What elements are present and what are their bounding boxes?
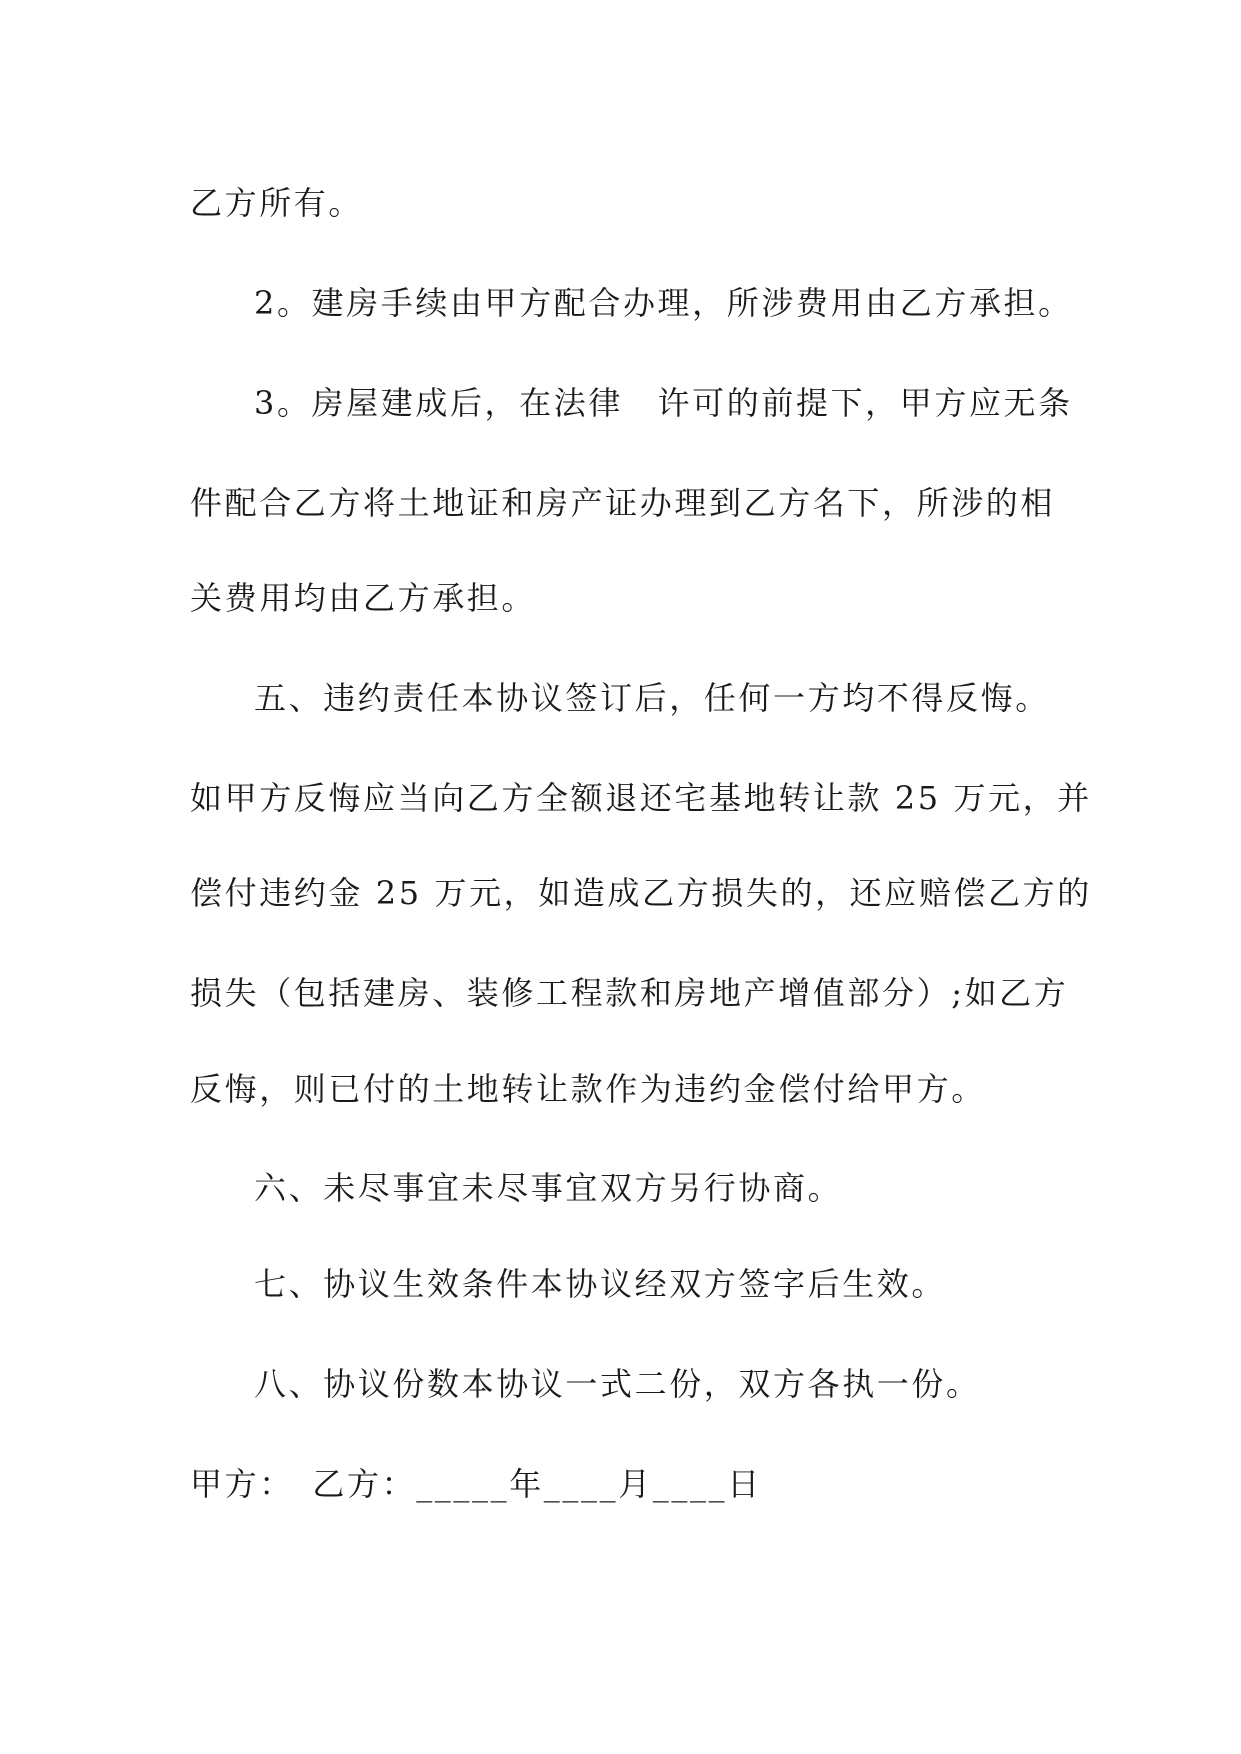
paragraph-line: 五、违约责任本协议签订后，任何一方均不得反悔。 [254, 679, 1050, 717]
paragraph-line: 反悔，则已付的土地转让款作为违约金偿付给甲方。 [190, 1070, 986, 1108]
signature-line: 甲方： 乙方：_____年____月____日 [190, 1465, 762, 1503]
paragraph-line: 件配合乙方将土地证和房产证办理到乙方名下，所涉的相 [190, 484, 1056, 522]
paragraph-line: 七、协议生效条件本协议经双方签字后生效。 [254, 1265, 947, 1303]
paragraph-line: 乙方所有。 [190, 184, 364, 222]
paragraph-line: 如甲方反悔应当向乙方全额退还宅基地转让款 25 万元，并 [190, 779, 1092, 817]
paragraph-line: 八、协议份数本协议一式二份，双方各执一份。 [254, 1365, 981, 1403]
paragraph-line: 六、未尽事宜未尽事宜双方另行协商。 [254, 1169, 843, 1207]
paragraph-line: 3。房屋建成后，在法律 许可的前提下，甲方应无条 [254, 384, 1073, 422]
paragraph-line: 2。建房手续由甲方配合办理，所涉费用由乙方承担。 [254, 284, 1073, 322]
paragraph-line: 关费用均由乙方承担。 [190, 579, 537, 617]
paragraph-line: 偿付违约金 25 万元，如造成乙方损失的，还应赔偿乙方的 [190, 874, 1092, 912]
paragraph-line: 损失（包括建房、装修工程款和房地产增值部分）;如乙方 [190, 974, 1069, 1012]
